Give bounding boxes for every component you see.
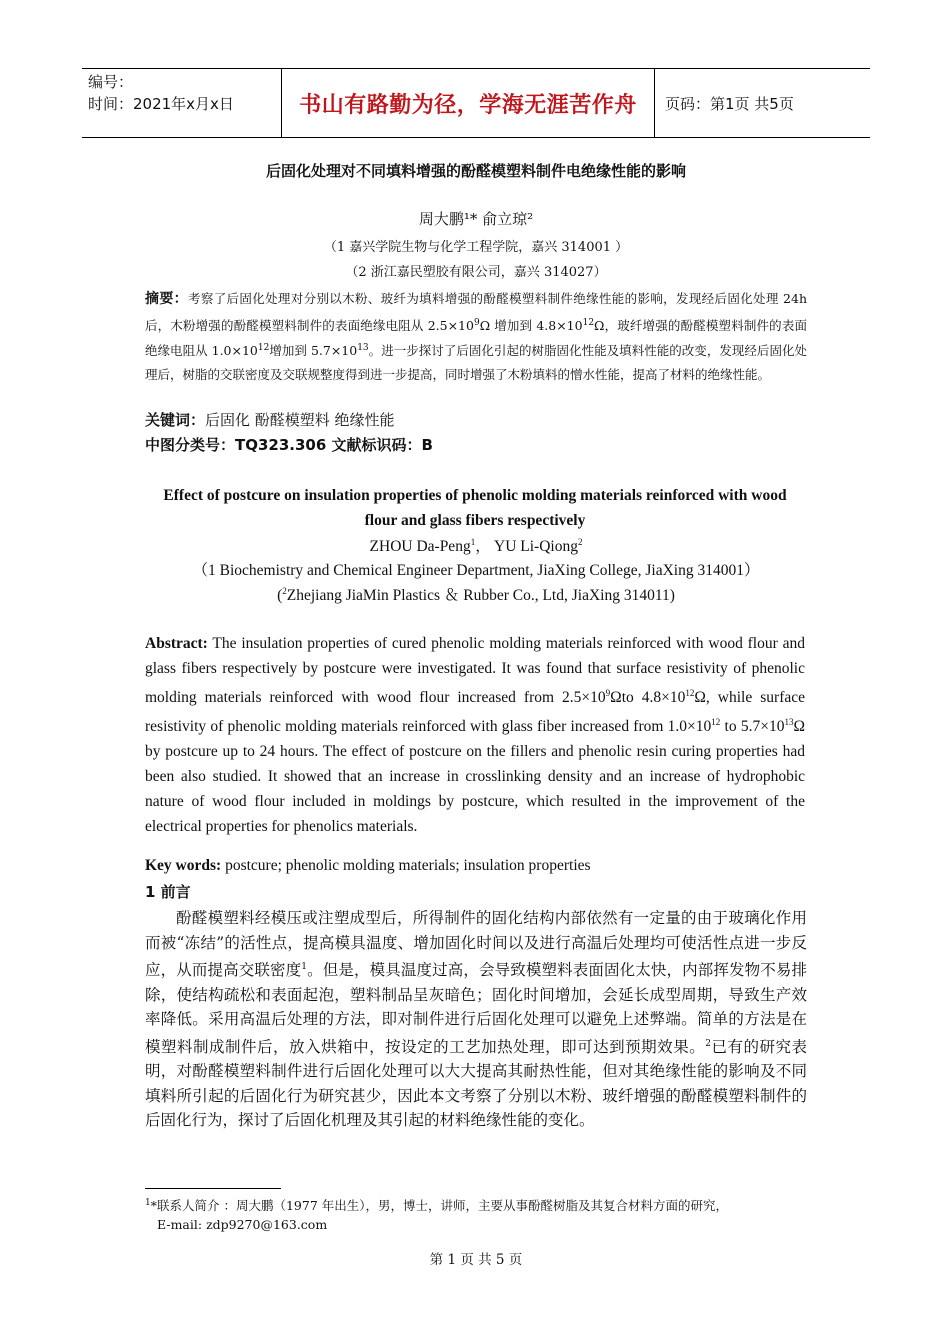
keywords-zh-text: 后固化 酚醛模塑料 绝缘性能	[205, 411, 395, 429]
abstract-en-text: The insulation properties of cured phenolic molding materials reinforced with wood flour and glass fibers respectively by postcure were investigated. It was found that surface resistivity of phenolic molding materials reinforced with wood flour increased from 2.5×10	[145, 635, 805, 707]
document-number-label: 编号：	[88, 73, 134, 91]
affiliation-2-zh: （2 浙江嘉民塑胶有限公司，嘉兴 314027）	[345, 265, 607, 280]
abstract-zh-text: Ω 增加到 4.8×10	[479, 317, 583, 333]
paper-title-zh: 后固化处理对不同填料增强的酚醛模塑料制件电绝缘性能的影响	[265, 162, 686, 180]
keywords-en-label: Key words:	[145, 857, 222, 874]
abstract-en-label: Abstract:	[145, 635, 208, 652]
exponent: 12	[711, 717, 721, 728]
paper-title-en: Effect of postcure on insulation properties of phenolic molding materials reinforced with wood flour and glass fibers respectively	[163, 487, 787, 529]
author-2-en: YU Li-Qiong	[494, 538, 578, 555]
footnote-mark: 1	[145, 1198, 151, 1208]
keywords-en	[145, 857, 591, 875]
page-footer: 第 1 页 共 5 页	[429, 1252, 523, 1268]
footnote-text: *联系人简介 ：周大鹏（1977 年出生），男，博士，讲师，主要从事酚醛树脂及其复合材料方面的研究，	[150, 1198, 728, 1214]
section-1-text: 酚醛模塑料经模压或注塑成型后，所得制件的固化结构内部依然有一定量的由于玻璃化作用而被“冻结”的活性点，提高模具温度、增加固化时间以及进行高温后处理均可使活性点进一步反应，从而提高交联密度	[145, 909, 807, 980]
footnote	[145, 1194, 807, 1234]
section-1-body	[145, 906, 807, 1133]
abstract-en-text: Ω by postcure up to 24 hours. The effect of postcure on the fillers and phenolic resin curing properties had been also studied. It showed that an increase in crosslinking density and an increase of hydrophobic nature of wood flour included in moldings by postcure, which resulted in the improvement of the electrical properties for phenolics materials.	[145, 718, 805, 836]
exponent: 9	[605, 688, 611, 698]
author-1-en: ZHOU Da-Peng	[369, 538, 471, 555]
exponent: 12	[685, 688, 695, 698]
affiliation-2-en	[82, 583, 870, 605]
author-1-mark: 1	[470, 536, 476, 547]
keywords-zh	[145, 409, 395, 430]
footnote-line	[145, 1194, 807, 1215]
affiliation-2-en-mark: 2	[282, 585, 287, 596]
header-page-count: 页码：第1页 共5页	[665, 94, 794, 113]
abstract-zh-text: 考察了后固化处理对分别以木粉、玻纤为填料增强的酚醛模塑料制件绝缘性能的影响，发现经后固化处理 24h 后，木粉增强的酚醛模塑料制件的表面绝缘电阻从 2.5×10	[145, 291, 808, 333]
footnote-rule	[145, 1188, 281, 1189]
author-separator: ，	[475, 538, 495, 555]
document-date: 时间：2021年x月x日	[88, 95, 234, 113]
abstract-zh	[145, 287, 807, 386]
exponent: 12	[257, 343, 270, 354]
abstract-en-text: to 5.7×10	[720, 718, 785, 736]
keywords-en-text: postcure; phenolic molding materials; insulation properties	[221, 857, 591, 874]
section-1-text: 。但是，模具温度过高，会导致模塑料表面固化太快，内部挥发物不易排除，使结构疏松和表面起泡，塑料制品呈灰暗色；固化时间增加，会延长成型周期，导致生产效率降低。采用高温后处理的方法，即对制件进行后固化处理可以避免上述弊端。简单的方法是在模塑料制成制件后，放入烘箱中，按设定的工艺加热处理，即可达到预期效果。	[145, 961, 807, 1056]
exponent: 12	[582, 317, 595, 328]
affiliation-2-en-text: Zhejiang JiaMin Plastics ＆ Rubber Co., Ltd, JiaXing 314011)	[286, 587, 675, 604]
exponent: 13	[784, 717, 794, 728]
section-1-text: 已有的研究表明，对酚醛模塑料制件进行后固化处理可以大大提高其耐热性能，但对其绝缘性能的影响及不同填料所引起的后固化行为研究甚少，因此本文考察了分别以木粉、玻纤增强的酚醛模塑料制件的后固化行为，探讨了后固化机理及其引起的材料绝缘性能的变化。	[145, 1037, 807, 1130]
abstract-zh-text: 。进一步探讨了后固化引起的树脂固化性能及填料性能的改变，发现经后固化处理后，树脂的交联密度及交联规整度得到进一步提高，同时增强了木粉填料的憎水性能，提高了材料的绝缘性能。	[145, 343, 808, 382]
abstract-en	[145, 631, 805, 839]
citation-mark: 1	[301, 962, 307, 972]
header-left	[82, 69, 282, 137]
affiliation-1-en: （1 Biochemistry and Chemical Engineer Department, JiaXing College, JiaXing 314001）	[192, 562, 760, 579]
section-1-heading: 1 前言	[145, 883, 191, 901]
affiliation-2-en-open: (	[277, 587, 283, 604]
exponent: 13	[357, 343, 369, 354]
citation-mark: 2	[705, 1038, 711, 1049]
authors-en	[82, 534, 870, 556]
abstract-en-text: Ωto 4.8×10	[610, 689, 686, 707]
header-box	[82, 68, 870, 138]
authors-zh: 周大鹏¹* 俞立琼²	[418, 210, 534, 228]
affiliation-1-zh: （1 嘉兴学院生物与化学工程学院，嘉兴 314001 ）	[323, 240, 629, 255]
abstract-zh-text: 增加到 5.7×10	[269, 343, 358, 359]
classification-zh: 中图分类号：TQ323.306 文献标识码：B	[145, 436, 433, 454]
keywords-zh-label: 关键词：	[145, 411, 206, 429]
abstract-en-text: Ω, while surface resistivity of phenolic molding materials reinforced with glass fiber increased from 1.0×10	[145, 689, 805, 736]
header-motto: 书山有路勤为径，学海无涯苦作舟	[282, 69, 655, 137]
abstract-zh-label: 摘要：	[145, 291, 189, 307]
footnote-email: E-mail: zdp9270@163.com	[157, 1217, 328, 1233]
author-2-mark: 2	[577, 536, 583, 547]
abstract-zh-text: Ω，玻纤增强的酚醛模塑料制件的表面绝缘电阻从 1.0×10	[145, 317, 808, 359]
exponent: 9	[473, 317, 480, 328]
